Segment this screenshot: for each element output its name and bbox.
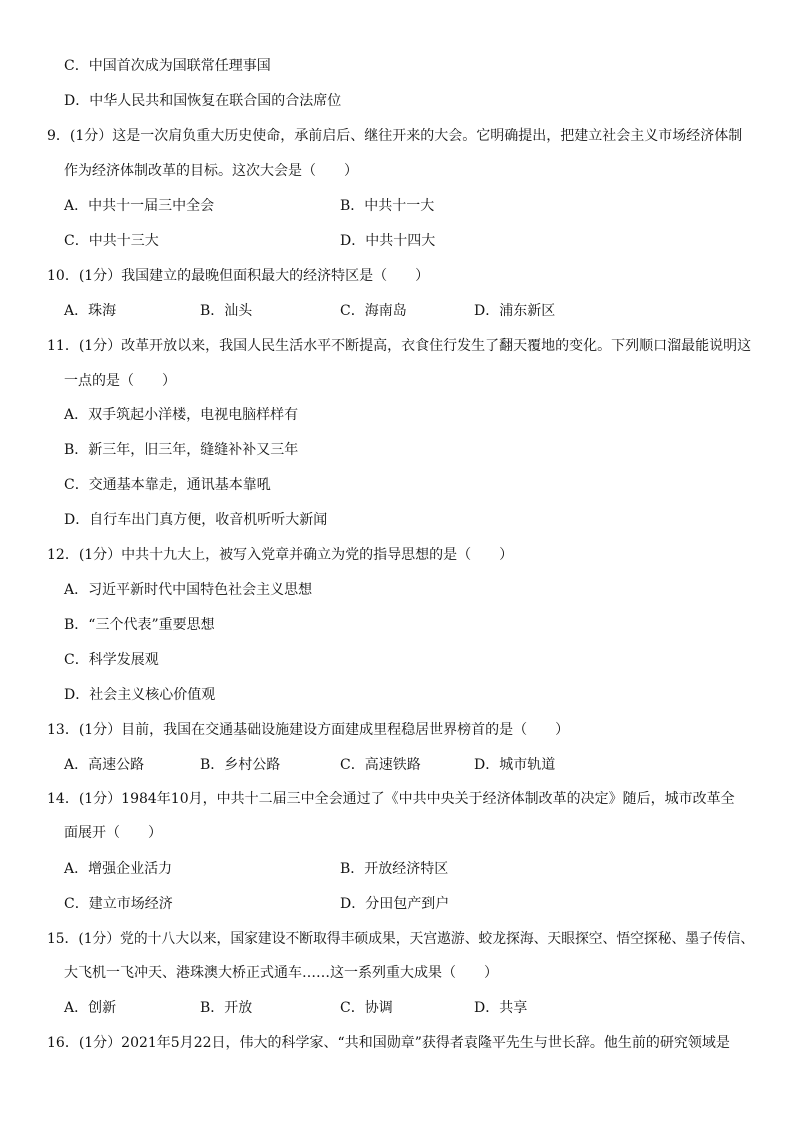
- q8-option-c: C．中国首次成为国联常任理事国: [64, 58, 271, 74]
- q12-option-a: A．习近平新时代中国特色社会主义思想: [64, 582, 313, 598]
- q12-option-b: B．“三个代表”重要思想: [64, 617, 215, 633]
- q11-option-a: A．双手筑起小洋楼，电视电脑样样有: [64, 407, 299, 423]
- q9-stem-line2: 作为经济体制改革的目标。这次大会是（ ）: [64, 163, 358, 179]
- q11-stem-line1: 11．(1分）改革开放以来，我国人民生活水平不断提高，衣食住行发生了翻天覆地的变化。下列顺口溜最能说明这: [47, 338, 752, 354]
- q10-option-b: B．汕头: [200, 303, 253, 319]
- q9-option-d: D．中共十四大: [340, 233, 436, 249]
- q15-option-a: A．创新: [64, 1000, 117, 1016]
- q13-option-d: D．城市轨道: [474, 757, 556, 773]
- q14-option-a: A．增强企业活力: [64, 861, 173, 877]
- q16-stem-line1: 16．(1分）2021年5月22日，伟大的科学家、“共和国勋章”获得者袁隆平先生与世长辞。他生前的研究领域是: [47, 1035, 730, 1051]
- q9-stem-line1: 9．(1分）这是一次肩负重大历史使命，承前启后、继往开来的大会。它明确提出，把建立社会主义市场经济体制: [47, 128, 743, 144]
- q11-stem-line2: 一点的是（ ）: [64, 373, 176, 389]
- q15-option-b: B．开放: [200, 1000, 253, 1016]
- q11-option-c: C．交通基本靠走，通讯基本靠吼: [64, 477, 271, 493]
- q8-option-d: D．中华人民共和国恢复在联合国的合法席位: [64, 93, 342, 109]
- q15-option-c: C．协调: [340, 1000, 393, 1016]
- q9-option-c: C．中共十三大: [64, 233, 159, 249]
- q14-option-b: B．开放经济特区: [340, 861, 449, 877]
- q15-stem-line1: 15．(1分）党的十八大以来，国家建设不断取得丰硕成果，天宫遨游、蛟龙探海、天眼探空、悟空探秘、墨子传信、: [47, 931, 755, 947]
- q12-option-c: C．科学发展观: [64, 652, 159, 668]
- q12-stem: 12．(1分）中共十九大上，被写入党章并确立为党的指导思想的是（ ）: [47, 547, 514, 563]
- q14-option-d: D．分田包产到户: [340, 896, 450, 912]
- q11-option-d: D．自行车出门真方便，收音机听听大新闻: [64, 512, 328, 528]
- q10-option-d: D．浦东新区: [474, 303, 556, 319]
- q13-option-b: B．乡村公路: [200, 757, 281, 773]
- q15-stem-line2: 大飞机一飞冲天、港珠澳大桥正式通车……这一系列重大成果（ ）: [64, 965, 498, 981]
- q10-option-c: C．海南岛: [340, 303, 407, 319]
- q11-option-b: B．新三年，旧三年，缝缝补补又三年: [64, 442, 299, 458]
- q10-option-a: A．珠海: [64, 303, 117, 319]
- q14-option-c: C．建立市场经济: [64, 896, 173, 912]
- q13-option-a: A．高速公路: [64, 757, 145, 773]
- q9-option-a: A．中共十一届三中全会: [64, 198, 215, 214]
- q14-stem-line2: 面展开（ ）: [64, 825, 162, 841]
- q14-stem-line1: 14．(1分）1984年10月，中共十二届三中全会通过了《中共中央关于经济体制改革的决定》随后，城市改革全: [47, 791, 735, 807]
- q13-option-c: C．高速铁路: [340, 757, 421, 773]
- q9-option-b: B．中共十一大: [340, 198, 435, 214]
- q15-option-d: D．共享: [474, 1000, 528, 1016]
- q10-stem: 10．(1分）我国建立的最晚但面积最大的经济特区是（ ）: [47, 268, 430, 284]
- q13-stem: 13．(1分）目前，我国在交通基础设施建设方面建成里程稳居世界榜首的是（ ）: [47, 722, 570, 738]
- q12-option-d: D．社会主义核心价值观: [64, 687, 216, 703]
